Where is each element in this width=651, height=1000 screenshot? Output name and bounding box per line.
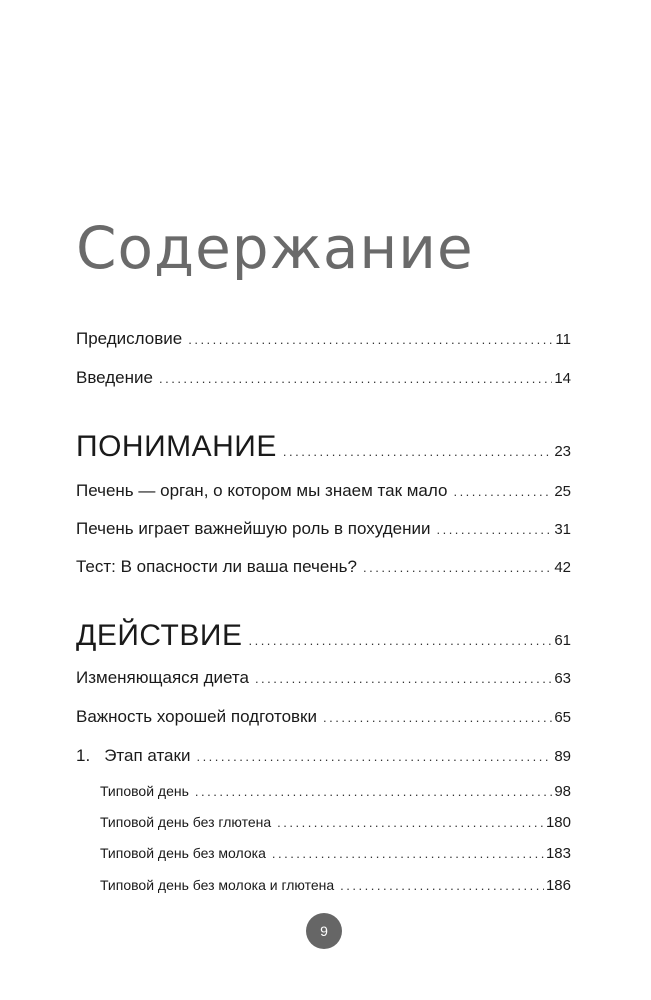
toc-entry-preface[interactable]	[76, 329, 571, 349]
toc-page-number: 65	[554, 709, 571, 726]
toc-page-number: 183	[545, 845, 571, 862]
toc-label: Предисловие	[76, 329, 183, 348]
toc-entry-liver-organ[interactable]	[76, 481, 571, 501]
dot-leader	[277, 815, 544, 830]
toc-label: Введение	[76, 368, 153, 387]
dot-leader	[363, 560, 552, 575]
toc-label: Печень играет важнейшую роль в похудении	[76, 519, 431, 538]
toc-label: Важность хорошей подготовки	[76, 707, 317, 726]
toc-entry-attack-phase[interactable]	[76, 746, 571, 766]
toc-page-number: 23	[554, 443, 571, 460]
dot-leader	[248, 633, 552, 648]
toc-entry-liver-weight-loss[interactable]	[76, 519, 571, 539]
toc-page-number: 186	[545, 877, 571, 894]
toc-page-number: 98	[554, 783, 571, 800]
dot-leader	[272, 846, 544, 861]
dot-leader	[283, 444, 552, 459]
page-title: Содержание	[76, 214, 474, 282]
toc-label: Типовой день без молока и глютена	[100, 877, 335, 893]
toc-page-number: 42	[554, 559, 571, 576]
toc-label: Тест: В опасности ли ваша печень?	[76, 557, 357, 576]
toc-label: Печень — орган, о котором мы знаем так мало	[76, 481, 448, 500]
toc-subentry-gluten-free[interactable]	[100, 814, 571, 831]
dot-leader	[436, 522, 552, 537]
dot-leader	[323, 710, 552, 725]
toc-subentry-dairy-gluten-free[interactable]	[100, 877, 571, 894]
toc-page-number: 180	[545, 814, 571, 831]
dot-leader	[255, 671, 552, 686]
dot-leader	[453, 484, 552, 499]
dot-leader	[159, 371, 552, 386]
dot-leader	[188, 332, 553, 347]
toc-section-understanding[interactable]	[76, 430, 571, 464]
toc-section-action[interactable]	[76, 619, 571, 653]
toc-page-number: 31	[554, 521, 571, 538]
toc-page-number: 89	[554, 748, 571, 765]
toc-page-number: 14	[554, 370, 571, 387]
page-number-badge: 9	[306, 913, 342, 949]
toc-label: Типовой день без глютена	[100, 814, 272, 830]
toc-section-label: ДЕЙСТВИЕ	[76, 619, 243, 652]
toc-label: Типовой день	[100, 783, 189, 799]
toc-page-number: 63	[554, 670, 571, 687]
toc-page-number: 25	[554, 483, 571, 500]
toc-entry-changing-diet[interactable]	[76, 668, 571, 688]
toc-section-label: ПОНИМАНИЕ	[76, 430, 277, 463]
toc-entry-test[interactable]	[76, 557, 571, 577]
dot-leader	[196, 749, 552, 764]
toc-page-number: 11	[555, 331, 571, 348]
toc-numbered-label	[76, 746, 196, 766]
toc-label: Типовой день без молока	[100, 845, 266, 861]
toc-page-number: 61	[554, 632, 571, 649]
toc-label: Этап атаки	[104, 746, 191, 765]
dot-leader	[340, 878, 544, 893]
toc-label: Изменяющаяся диета	[76, 668, 249, 687]
toc-entry-intro[interactable]	[76, 368, 571, 388]
toc-item-number: 1.	[76, 746, 91, 765]
toc-entry-preparation[interactable]	[76, 707, 571, 727]
dot-leader	[195, 784, 552, 799]
toc-subentry-dairy-free[interactable]	[100, 845, 571, 862]
toc-subentry-typical-day[interactable]	[100, 783, 571, 800]
